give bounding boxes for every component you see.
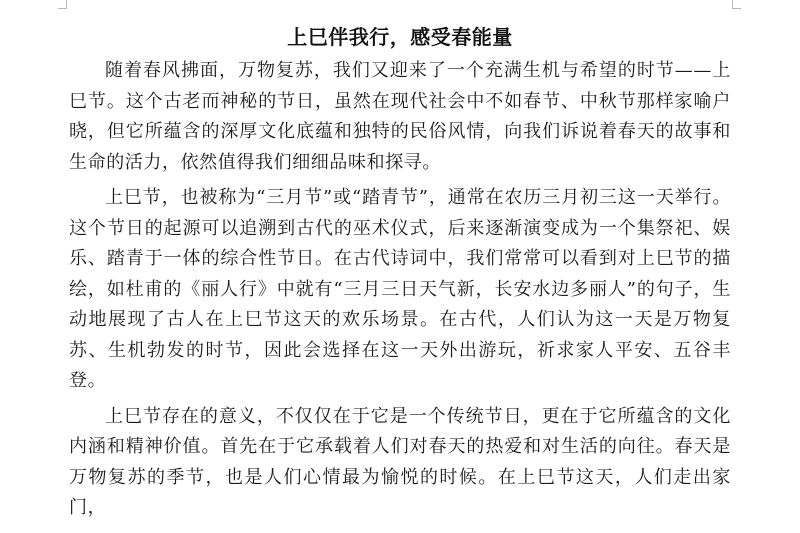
paragraph: 上巳节，也被称为“三月节”或“踏青节”，通常在农历三月初三这一天举行。这个节日的起源可以追溯到古代的巫术仪式，后来逐渐演变成为一个集祭祀、娱乐、踏青于一体的综合性节日。在古代诗词中，我们常常可以看到对上巳节的描绘，如杜甫的《丽人行》中就有“三月三日天气新，长安水边多丽人”的句子，生动地展现了古人在上巳节这天的欢乐场景。在古代，人们认为这一天是万物复苏、生机勃发的时节，因此会选择在这一天外出游玩，祈求家人平安、五谷丰登。 [69, 187, 731, 391]
paragraph: 随着春风拂面，万物复苏，我们又迎来了一个充满生机与希望的时节——上巳节。这个古老而神秘的节日，虽然在现代社会中不如春节、中秋节那样家喻户晓，但它所蕴含的深厚文化底蕴和独特的民俗风情，向我们诉说着春天的故事和生命的活力，依然值得我们细细品味和探寻。 [69, 60, 731, 173]
paragraph: 上巳节存在的意义，不仅仅在于它是一个传统节日，更在于它所蕴含的文化内涵和精神价值。首先在于它承载着人们对春天的热爱和对生活的向往。春天是万物复苏的季节，也是人们心情最为愉悦的时候。在上巳节这天，人们走出家门， [69, 405, 731, 518]
margin-corner-mark-right [732, 0, 741, 9]
document-body [69, 56, 731, 529]
margin-corner-mark-left [58, 0, 67, 9]
document-title: 上巳伴我行，感受春能量 [287, 25, 513, 50]
